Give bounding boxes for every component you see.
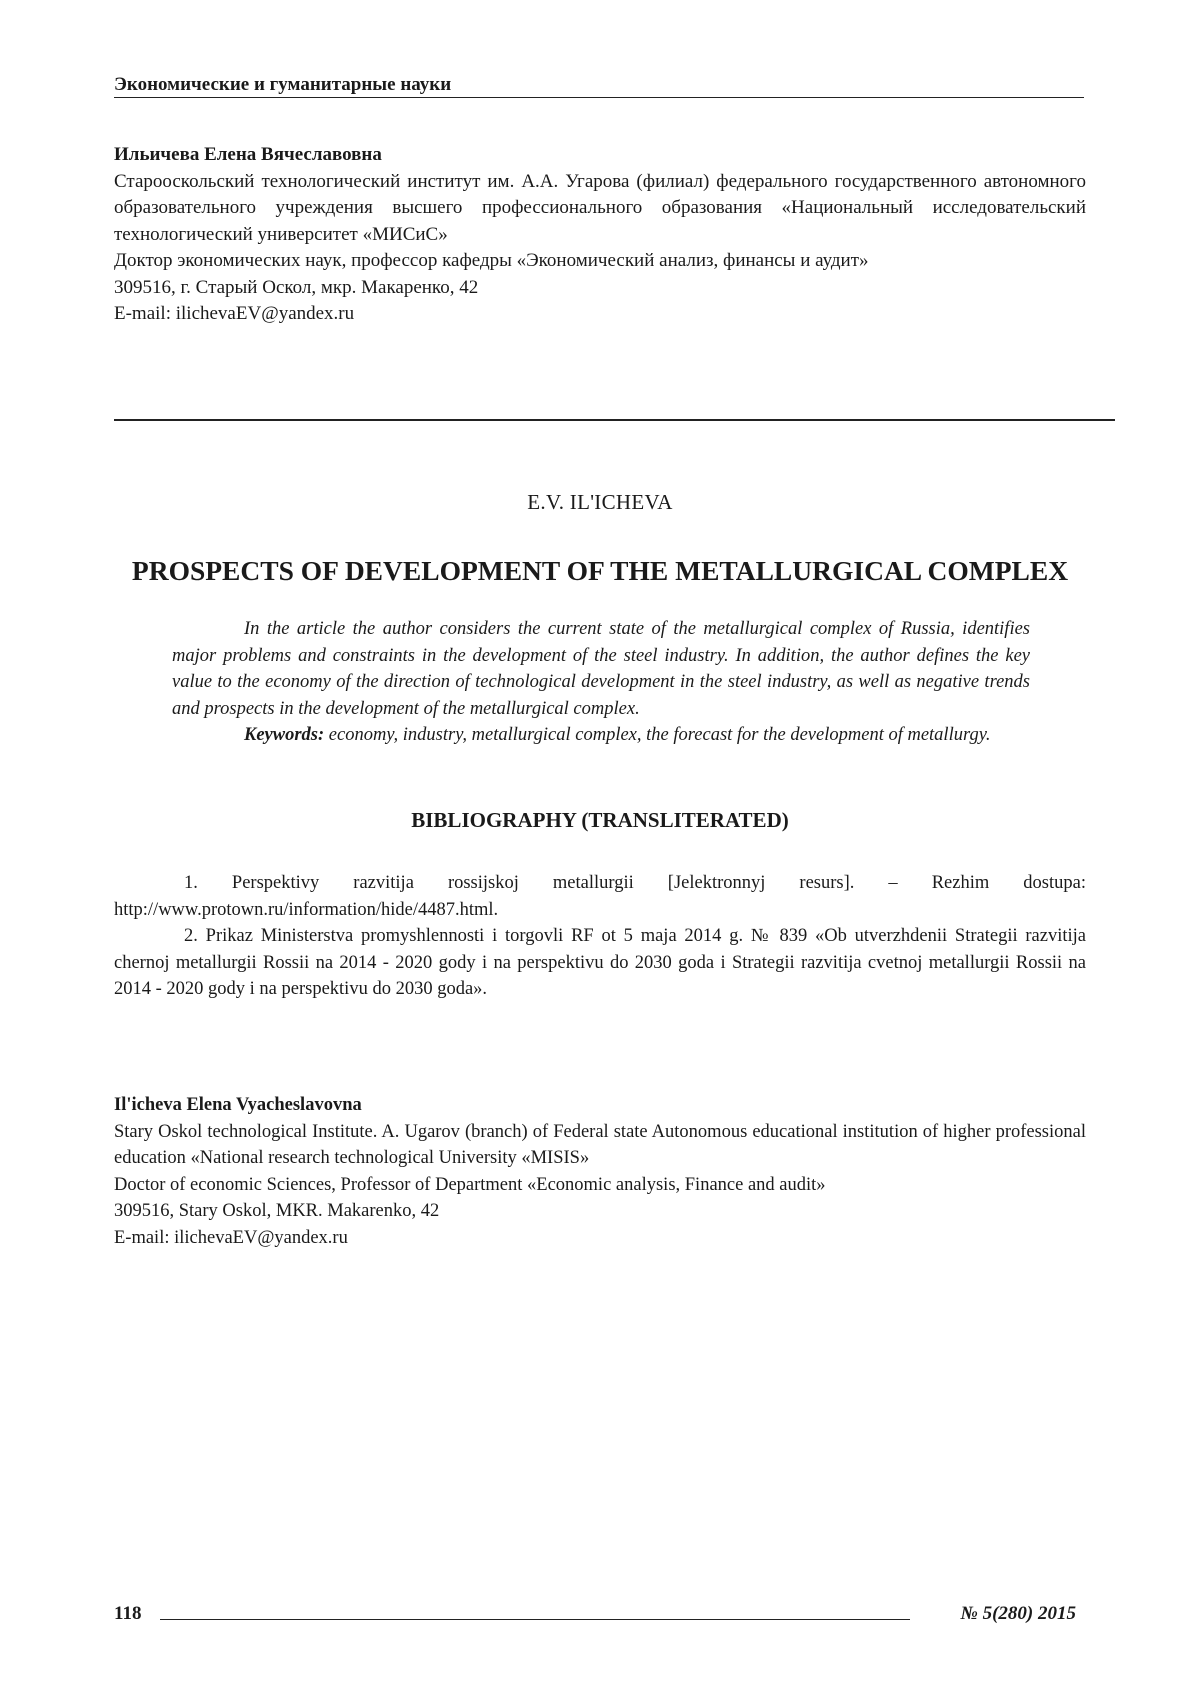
keywords-text: economy, industry, metallurgical complex, the forecast for the development of metallurgy. <box>324 725 991 745</box>
en-author-block <box>114 1092 1086 1251</box>
page-footer <box>114 1603 1076 1631</box>
ru-author-block <box>114 142 1086 328</box>
keywords-paragraph <box>172 722 1030 749</box>
article-author: E.V. IL'ICHEVA <box>527 490 673 514</box>
ru-author-position: Доктор экономических наук, профессор кафедры «Экономический анализ, финансы и аудит» <box>114 250 869 271</box>
en-author-position: Doctor of economic Sciences, Professor of Department «Economic analysis, Finance and audit» <box>114 1174 826 1195</box>
ru-author-affiliation: Старооскольский технологический институт им. А.А. Угарова (филиал) федерального государственного автономного образовательного учреждения высшего профессионального образования «Национальный исследовательский технологический университет «МИСиС» <box>114 170 1086 245</box>
en-author-address: 309516, Stary Oskol, MKR. Makarenko, 42 <box>114 1201 440 1221</box>
en-author-affiliation: Stary Oskol technological Institute. A. Ugarov (branch) of Federal state Autonomous educational institution of higher professional education «National research technological University «MISIS» <box>114 1121 1086 1168</box>
ru-author-email: E-mail: ilichevaEV@yandex.ru <box>114 303 355 324</box>
article-title: PROSPECTS OF DEVELOPMENT OF THE METALLURGICAL COMPLEX <box>131 555 1069 586</box>
footer-rule <box>160 1619 910 1620</box>
keywords-label: Keywords: <box>244 725 325 745</box>
section-divider <box>114 419 1115 421</box>
issue-number: № 5(280) 2015 <box>960 1603 1076 1624</box>
bibliography-item: 1. Perspektivy razvitija rossijskoj metallurgii [Jelektronnyj resurs]. – Rezhim dostupa: http://www.protown.ru/information/hide/4487.html. <box>114 873 1086 920</box>
ru-author-address: 309516, г. Старый Оскол, мкр. Макаренко, 42 <box>114 276 479 298</box>
en-author-email: E-mail: ilichevaEV@yandex.ru <box>114 1227 348 1248</box>
bibliography-item: 2. Prikaz Ministerstva promyshlennosti i torgovli RF ot 5 maja 2014 g. № 839 «Ob utverzhdenii Strategii razvitija chernoj metallurgii Rossii na 2014 - 2020 gody i na perspektivu do 2030 goda i Strategii razvitija cvetnoj metallurgii Rossii na 2014 - 2020 gody i na perspektivu do 2030 goda». <box>114 926 1086 999</box>
abstract-text: In the article the author considers the current state of the metallurgical complex of Russia, identifies major problems and constraints in the development of the steel industry. In addition, the author defines the key value to the economy of the direction of technological development in the steel industry, as well as negative trends and prospects in the development of the metallurgical complex. <box>172 619 1030 719</box>
page-number: 118 <box>114 1603 142 1624</box>
ru-author-name: Ильичева Елена Вячеславовна <box>114 144 382 165</box>
running-head: Экономические и гуманитарные науки <box>114 74 1084 98</box>
bibliography-heading: BIBLIOGRAPHY (TRANSLITERATED) <box>411 808 789 832</box>
bibliography-list <box>114 870 1086 1003</box>
en-author-name: Il'icheva Elena Vyacheslavovna <box>114 1095 362 1115</box>
abstract <box>172 616 1030 749</box>
